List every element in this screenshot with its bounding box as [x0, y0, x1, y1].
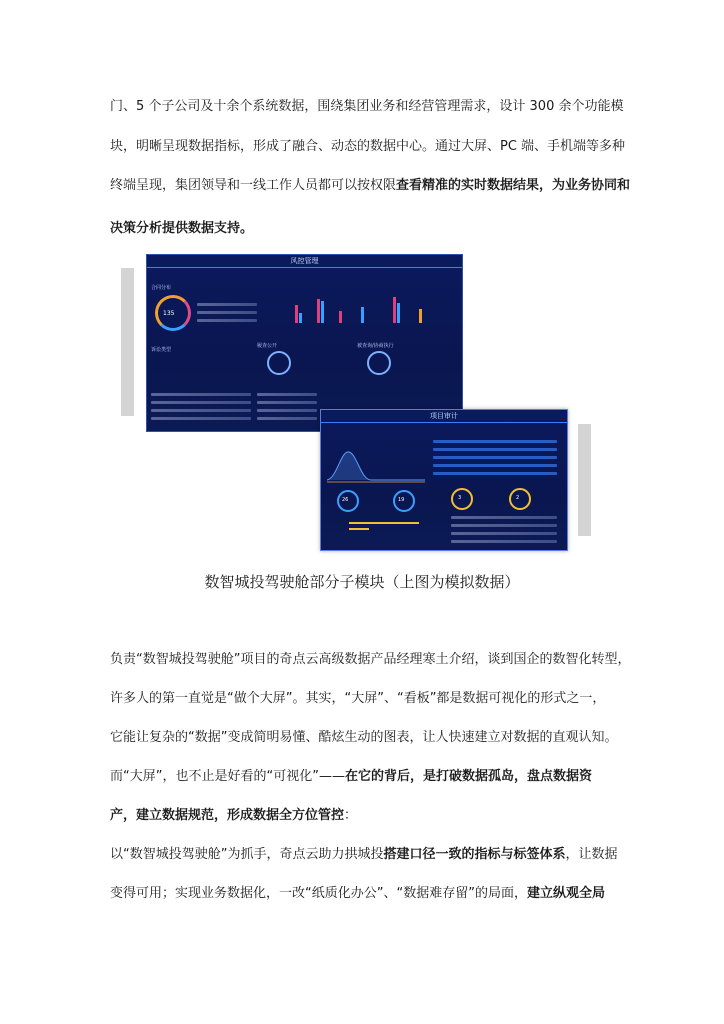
paragraph1-line3: [110, 178, 630, 194]
paragraph2-line4: [110, 769, 592, 785]
table-row: [151, 417, 251, 420]
image1-execution-label: 被查询/协商执行: [357, 343, 394, 349]
table-row: [451, 516, 557, 519]
list-item: [433, 456, 557, 459]
table-row: [151, 401, 251, 404]
chart-bar: [321, 301, 324, 323]
list-item: [433, 448, 557, 451]
audit-ring-1-value: 26: [342, 497, 349, 503]
paragraph2-line7: [110, 886, 605, 902]
paragraph1-line3-bold: 查看精准的实时数据结果，为业务协同和: [396, 178, 631, 193]
paragraph1-line3-normal: 终端呈现，集团领导和一线工作人员都可以按权限: [110, 178, 397, 193]
audit-ring-3-value: 3: [458, 495, 462, 501]
list-item: [433, 440, 557, 443]
paragraph2-line3: 它能让复杂的“数据”变成简明易懂、酷炫生动的图表，让人快速建立对数据的直观认知。: [110, 730, 618, 745]
paragraph1-line4: [110, 221, 253, 237]
table-row: [257, 393, 317, 396]
paragraph2-line5: [110, 808, 357, 824]
list-item: [433, 464, 557, 467]
paragraph2-line2-b: 其实，“大屏”、“看板”都是数据可视化的形式之一，: [305, 691, 606, 706]
paragraph1-line2: 块，明晰呈现数据指标，形成了融合、动态的数据中心。通过大屏、PC 端、手机端等多种: [110, 139, 626, 154]
chart-bar: [393, 297, 396, 323]
trend-line-chart: [327, 444, 425, 484]
audit-hbar: [349, 528, 369, 530]
image1-contract-label: 合同分布: [151, 285, 172, 291]
table-row: [257, 417, 317, 420]
image1-notice-label: 履查公开: [257, 343, 278, 349]
paragraph2-line7-normal: 变得可用；实现业务数据化，一改“纸质化办公”、“数据难存留”的局面，: [110, 886, 527, 901]
chart-bar: [317, 299, 320, 323]
execution-ring: [367, 351, 391, 375]
paragraph2-line1: 负责“数智城投驾驶舱”项目的奇点云高级数据产品经理寒土介绍，谈到国企的数智化转型，: [110, 652, 631, 667]
figure-caption: 数智城投驾驶舱部分子模块（上图为模拟数据）: [204, 573, 520, 591]
contract-legend-row: [197, 311, 257, 314]
audit-ring-3: [451, 488, 473, 510]
paragraph2-line2-a: 许多人的第一直觉是“做个大屏”。: [110, 691, 306, 706]
audit-ring-4-value: 2: [516, 495, 520, 501]
image1-title: 风控管理: [290, 257, 319, 265]
paragraph2-line6-normal-a: 以“数智城投驾驶舱”为抓手，奇点云助力拱城投: [110, 847, 384, 862]
paragraph2-line5-end: ：: [344, 808, 358, 823]
image2-title: 项目审计: [430, 412, 458, 420]
contract-legend-row: [197, 303, 257, 306]
image2-side-bar: [578, 424, 591, 536]
paragraph2-line4-bold: 在它的背后，是打破数据孤岛，盘点数据资: [344, 769, 592, 784]
chart-bar: [339, 311, 342, 323]
paragraph2-line6-normal-b: ，让数据: [565, 847, 618, 862]
paragraph2-line4-normal: 而“大屏”，也不止是好看的“可视化”——: [110, 769, 345, 784]
chart-bar: [295, 305, 298, 323]
paragraph2-line6: [110, 847, 618, 863]
image1-side-bar: [121, 268, 134, 416]
risk-control-dashboard-image: [146, 254, 463, 432]
table-row: [451, 524, 557, 527]
paragraph1-line1: 门、5 个子公司及十余个系统数据，围绕集团业务和经营管理需求，设计 300 余个功能模: [110, 99, 624, 114]
notice-ring: [267, 351, 291, 375]
chart-bar: [419, 309, 422, 323]
project-audit-dashboard-image: [320, 409, 568, 551]
contract-center-value: 135: [163, 310, 175, 317]
table-row: [257, 409, 317, 412]
paragraph2-line6-bold: 搭建口径一致的指标与标签体系: [383, 847, 566, 862]
image1-litigation-label: 诉讼类型: [151, 347, 172, 353]
table-row: [151, 393, 251, 396]
table-row: [151, 409, 251, 412]
chart-bar: [299, 313, 302, 323]
audit-ring-4: [509, 488, 531, 510]
list-item: [433, 472, 557, 475]
audit-hbar: [349, 522, 419, 524]
chart-bar: [397, 303, 400, 323]
paragraph1-line4-bold: 决策分析提供数据支持。: [110, 221, 254, 236]
table-row: [451, 532, 557, 535]
paragraph2-line5-bold: 产，建立数据规范，形成数据全方位管控: [110, 808, 345, 823]
chart-bar: [361, 307, 364, 323]
audit-ring-2-value: 19: [398, 497, 405, 503]
table-row: [257, 401, 317, 404]
paragraph2-line2: [110, 691, 605, 707]
table-row: [451, 540, 557, 543]
paragraph2-line7-bold: 建立纵观全局: [526, 886, 605, 901]
contract-legend-row: [197, 319, 257, 322]
